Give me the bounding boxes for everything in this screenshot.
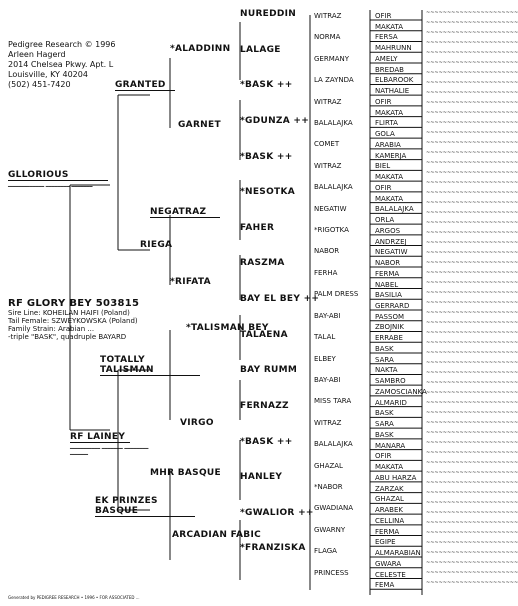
gen6-name-32: SARA [375,355,394,364]
gen6-name-18: BALALAJKA [375,205,414,214]
gen6-name-43: ABU HARZA [375,473,417,482]
sire-name: GLLORIOUS [8,170,108,181]
handwriting-scribble: ~~~~~~~~~~~~~~~~~~~~~~ [426,260,518,266]
gen6-name-24: FERMA [375,269,400,278]
gen4-name-2: *BASK ++ [240,80,293,91]
handwriting-scribble: ~~~~~~~~~~~~~~~~~~~~~~ [426,490,518,496]
gen4-name-7: RASZMA [240,258,285,269]
header-name: Arleen Hagerd [8,50,66,59]
handwriting-scribble: ~~~~~~~~~~~~~~~~~~~~~~ [426,100,518,106]
gen3-name-3: *RIFATA [170,277,211,287]
subject-name: RF GLORY BEY 503815 [8,298,140,309]
handwriting-scribble: ~~~~~~~~~~~~~~~~~~~~~~ [426,290,518,296]
gen5-name-6: COMET [314,140,340,149]
gen5-name-11: NABOR [314,247,340,256]
gen3-name-4: *TALISMAN BEY [186,323,269,333]
header-address: 2014 Chelsea Pkwy. Apt. L [8,60,114,69]
gen6-name-48: FERMA [375,527,400,536]
handwriting-scribble: ~~~~~~~~~~~~~~~~~~~~~~ [426,270,518,276]
gen3-name-1: GARNET [178,120,221,130]
handwriting-scribble: ~~~~~~~~~~~~~~~~~~~~~~ [426,570,518,576]
gen6-name-35: ZAMOSCIANKA [375,387,427,396]
gen6-name-36: ALMARID [375,398,407,407]
gen5-name-25: FLAGA [314,547,337,556]
gen6-name-15: MAKATA [375,173,404,182]
gen6-name-27: GERRARD [375,302,410,310]
handwriting-scribble: ~~~~~~~~~~~~~~~~~~~~~~ [426,430,518,436]
gen6-name-41: OFIR [375,452,392,461]
handwriting-scribble: ~~~~~~~~~~~~~~~~~~~~~~ [426,380,518,386]
handwriting-scribble: ~~~~~~~~~~~~~~~~~~~~~~ [426,220,518,226]
handwriting-scribble: ~~~~~~~~~~~~~~~~~~~~~~ [426,520,518,526]
gen6-name-33: NAKTA [375,366,398,375]
handwriting-scribble: ~~~~~~~~~~~~~~~~~~~~~~ [426,540,518,546]
handwriting-scribble: ~~~~~~~~~~~~~~~~~~~~~~ [426,70,518,76]
subject-block [8,298,158,341]
gen5-name-19: WITRAZ [314,418,342,427]
subject-sire-line: Sire Line: KOHEILAN HAIFI (Poland) [8,309,130,317]
gen6-name-45: GHAZAL [375,495,404,504]
gen4-name-9: TALAENA [240,329,288,340]
handwriting-scribble: ~~~~~~~~~~~~~~~~~~~~~~ [426,320,518,326]
gen5-name-7: WITRAZ [314,161,342,170]
gen6-name-7: NATHALIE [375,87,410,96]
gen5-name-18: MISS TARA [314,397,352,406]
gen5-name-12: FERHA [314,268,338,277]
handwriting-scribble: ~~~~~~~~~~~~~~~~~~~~~~ [426,400,518,406]
gen6-name-1: MAKATA [375,22,404,31]
gen2-name-3: EK PRINZES BASQUE [95,496,195,517]
handwriting-scribble: ~~~~~~~~~~~~~~~~~~~~~~ [426,360,518,366]
handwriting-scribble: ~~~~~~~~~~~~~~~~~~~~~~ [426,190,518,196]
sire-notes: ━━━━━━━━━━━━ ━━━━━━━━ ━━━━━━━ [8,184,93,190]
gen5-name-23: GWADIANA [314,504,354,513]
handwriting-scribble: ~~~~~~~~~~~~~~~~~~~~~~ [426,50,518,56]
gen6-name-14: BIEL [375,162,391,171]
gen4-name-0: NUREDDIN [240,9,297,19]
handwriting-scribble: ~~~~~~~~~~~~~~~~~~~~~~ [426,350,518,356]
gen5-name-8: BALALAJKA [314,183,353,192]
dam-name: RF LAINEY [70,432,130,443]
gen5-name-15: TALAL [314,333,336,342]
gen6-name-10: FLIRTA [375,119,398,128]
gen6-name-12: ARABIA [375,140,401,149]
handwriting-scribble: ~~~~~~~~~~~~~~~~~~~~~~ [426,340,518,346]
gen5-name-24: GWARNY [314,525,346,534]
handwriting-scribble: ~~~~~~~~~~~~~~~~~~~~~~ [426,280,518,286]
handwriting-scribble: ~~~~~~~~~~~~~~~~~~~~~~ [426,110,518,116]
handwriting-scribble: ~~~~~~~~~~~~~~~~~~~~~~ [426,80,518,86]
gen5-name-0: WITRAZ [314,12,342,20]
handwriting-scribble: ~~~~~~~~~~~~~~~~~~~~~~ [426,130,518,136]
gen6-name-34: SAMBRO [375,377,406,386]
gen3-name-6: MHR BASQUE [150,468,221,478]
handwriting-scribble: ~~~~~~~~~~~~~~~~~~~~~~ [426,550,518,556]
gen6-name-42: MAKATA [375,463,404,472]
footer: Generated by PEDIGREE RESEARCH • 1996 • FOR ASSOCIATED ... [8,595,140,600]
gen2-name-1: NEGATRAZ [150,207,220,218]
handwriting-scribble: ~~~~~~~~~~~~~~~~~~~~~~ [426,390,518,396]
handwriting-scribble: ~~~~~~~~~~~~~~~~~~~~~~ [426,440,518,446]
handwriting-scribble: ~~~~~~~~~~~~~~~~~~~~~~ [426,560,518,566]
handwriting-scribble: ~~~~~~~~~~~~~~~~~~~~~~ [426,500,518,506]
gen6-name-31: BASK [375,344,394,353]
gen6-name-30: ERRABE [375,334,403,343]
gen5-name-17: BAY-ABI [314,375,341,384]
gen2-name-2: TOTALLY TALISMAN [100,355,200,376]
gen6-name-26: BASILIA [375,291,402,300]
handwriting-scribble: ~~~~~~~~~~~~~~~~~~~~~~ [426,460,518,466]
gen3-name-0: *ALADDINN [170,44,231,54]
gen6-name-28: PASSOM [375,312,404,321]
gen6-name-2: FERSA [375,33,398,42]
gen5-name-4: WITRAZ [314,97,342,106]
handwriting-scribble: ~~~~~~~~~~~~~~~~~~~~~~ [426,180,518,186]
gen6-name-25: NABEL [375,280,399,289]
gen4-name-15: *FRANZISKA [240,543,306,554]
gen6-name-20: ARGOS [375,226,401,235]
gen5-name-26: PRINCESS [314,568,349,577]
handwriting-scribble: ~~~~~~~~~~~~~~~~~~~~~~ [426,120,518,126]
handwriting-scribble: ~~~~~~~~~~~~~~~~~~~~~~ [426,160,518,166]
gen4-name-13: HANLEY [240,472,283,483]
gen6-name-51: GWARA [375,559,402,568]
gen3-name-2: RIEGA [140,240,173,250]
handwriting-scribble: ~~~~~~~~~~~~~~~~~~~~~~ [426,170,518,176]
gen6-name-6: ELBAROOK [375,76,414,85]
gen4-name-6: FAHER [240,222,275,233]
handwriting-scribble: ~~~~~~~~~~~~~~~~~~~~~~ [426,40,518,46]
subject-inbreeding: -triple "BASK", quadruple BAYARD [8,333,127,341]
gen6-name-49: EGIPE [375,538,396,547]
gen5-name-13: PALM DRESS [314,290,359,299]
handwriting-scribble: ~~~~~~~~~~~~~~~~~~~~~~ [426,580,518,586]
gen4-name-10: BAY RUMM [240,365,298,376]
gen6-name-21: ANDRZEJ [375,237,407,246]
gen6-name-17: MAKATA [375,194,404,203]
gen2-name-0: GRANTED [115,80,175,91]
gen5-name-16: ELBEY [314,354,336,363]
gen6-name-13: KAMERJA [375,151,407,160]
handwriting-scribble: ~~~~~~~~~~~~~~~~~~~~~~ [426,410,518,416]
handwriting-scribble: ~~~~~~~~~~~~~~~~~~~~~~ [426,230,518,236]
handwriting-scribble: ~~~~~~~~~~~~~~~~~~~~~~ [426,470,518,476]
gen6-name-44: ZARZAK [375,484,404,493]
handwriting-scribble: ~~~~~~~~~~~~~~~~~~~~~~ [426,510,518,516]
handwriting-scribble: ~~~~~~~~~~~~~~~~~~~~~~ [426,30,518,36]
gen5-name-3: LA ZAYNDA [314,76,354,85]
gen6-name-22: NEGATIW [375,248,408,257]
gen6-name-52: CELESTE [375,570,406,579]
handwriting-scribble: ~~~~~~~~~~~~~~~~~~~~~~ [426,370,518,376]
gen6-name-0: OFIR [375,12,392,20]
handwriting-scribble: ~~~~~~~~~~~~~~~~~~~~~~ [426,480,518,486]
handwriting-scribble: ~~~~~~~~~~~~~~~~~~~~~~ [426,140,518,146]
handwriting-scribble: ~~~~~~~~~~~~~~~~~~~~~~ [426,420,518,426]
gen4-name-3: *GDUNZA ++ [240,115,310,126]
gen5-name-22: *NABOR [314,482,343,491]
gen6-name-8: OFIR [375,97,392,106]
handwriting-scribble: ~~~~~~~~~~~~~~~~~~~~~~ [426,300,518,306]
gen6-name-40: MANARA [375,441,406,450]
gen5-name-10: *RIGOTKA [314,226,349,235]
gen4-name-5: *NESOTKA [240,187,295,198]
gen6-name-5: BREDAB [375,65,404,74]
handwriting-scribble: ~~~~~~~~~~~~~~~~~~~~~~ [426,450,518,456]
gen5-name-1: NORMA [314,33,341,42]
gen6-name-37: BASK [375,409,394,418]
gen6-name-23: NABOR [375,259,401,268]
handwriting-scribble: ~~~~~~~~~~~~~~~~~~~~~~ [426,150,518,156]
gen6-name-4: AMELY [375,54,398,63]
header-city: Louisville, KY 40204 [8,70,88,79]
handwriting-scribble: ~~~~~~~~~~~~~~~~~~~~~~ [426,20,518,26]
gen6-name-19: ORLA [375,216,395,225]
gen6-name-9: MAKATA [375,108,404,117]
gen6-name-16: OFIR [375,183,392,192]
gen3-name-7: ARCADIAN FABIC [172,530,262,540]
handwriting-scribble: ~~~~~~~~~~~~~~~~~~~~~~ [426,60,518,66]
header-phone: (502) 451-7420 [8,80,71,89]
gen4-name-14: *GWALIOR ++ [240,507,314,518]
gen5-name-5: BALALAJKA [314,119,353,128]
gen5-name-2: GERMANY [314,54,350,63]
handwriting-scribble: ~~~~~~~~~~~~~~~~~~~~~~ [426,200,518,206]
gen3-name-5: VIRGO [180,418,214,428]
gen5-name-21: GHAZAL [314,461,343,470]
handwriting-scribble: ~~~~~~~~~~~~~~~~~~~~~~ [426,240,518,246]
handwriting-scribble: ~~~~~~~~~~~~~~~~~~~~~~ [426,210,518,216]
gen5-name-14: BAY-ABI [314,311,341,320]
gen6-name-3: MAHRUNN [375,44,412,53]
handwriting-scribble: ~~~~~~~~~~~~~~~~~~~~~~ [426,10,518,16]
subject-tail-female: Tail Female: SZWEYKOWSKA (Poland) [8,317,138,325]
header-title: Pedigree Research © 1996 [8,40,116,49]
gen4-name-12: *BASK ++ [240,436,293,447]
gen4-name-4: *BASK ++ [240,151,293,162]
gen6-name-46: ARABEK [375,506,403,515]
gen6-name-29: ZBOJNIK [375,323,404,332]
header-block [8,40,115,90]
handwriting-scribble: ~~~~~~~~~~~~~~~~~~~~~~ [426,330,518,336]
gen5-name-20: BALALAJKA [314,440,353,449]
subject-strain: Family Strain: Arabian ... [8,325,95,333]
gen4-name-8: BAY EL BEY ++ [240,294,320,304]
gen5-name-9: NEGATIW [314,204,347,213]
gen4-name-1: LALAGE [240,44,281,55]
gen6-name-11: GOLA [375,130,395,139]
gen6-name-39: BASK [375,430,394,439]
gen6-name-38: SARA [375,420,394,429]
handwriting-scribble: ~~~~~~~~~~~~~~~~~~~~~~ [426,90,518,96]
handwriting-scribble: ~~~~~~~~~~~~~~~~~~~~~~ [426,250,518,256]
gen4-name-11: FERNAZZ [240,400,289,411]
handwriting-scribble: ~~~~~~~~~~~~~~~~~~~~~~ [426,310,518,316]
handwriting-scribble: ~~~~~~~~~~~~~~~~~~~~~~ [426,530,518,536]
gen6-name-50: ALMARABIAN [375,549,421,558]
dam-notes: ━━━━━━━━━━ ━━━━━━━ ━━━━━━━━ ━━━━━━ [70,446,149,458]
gen6-name-47: CELLINA [375,516,405,525]
gen6-name-53: FEMA [375,581,395,590]
